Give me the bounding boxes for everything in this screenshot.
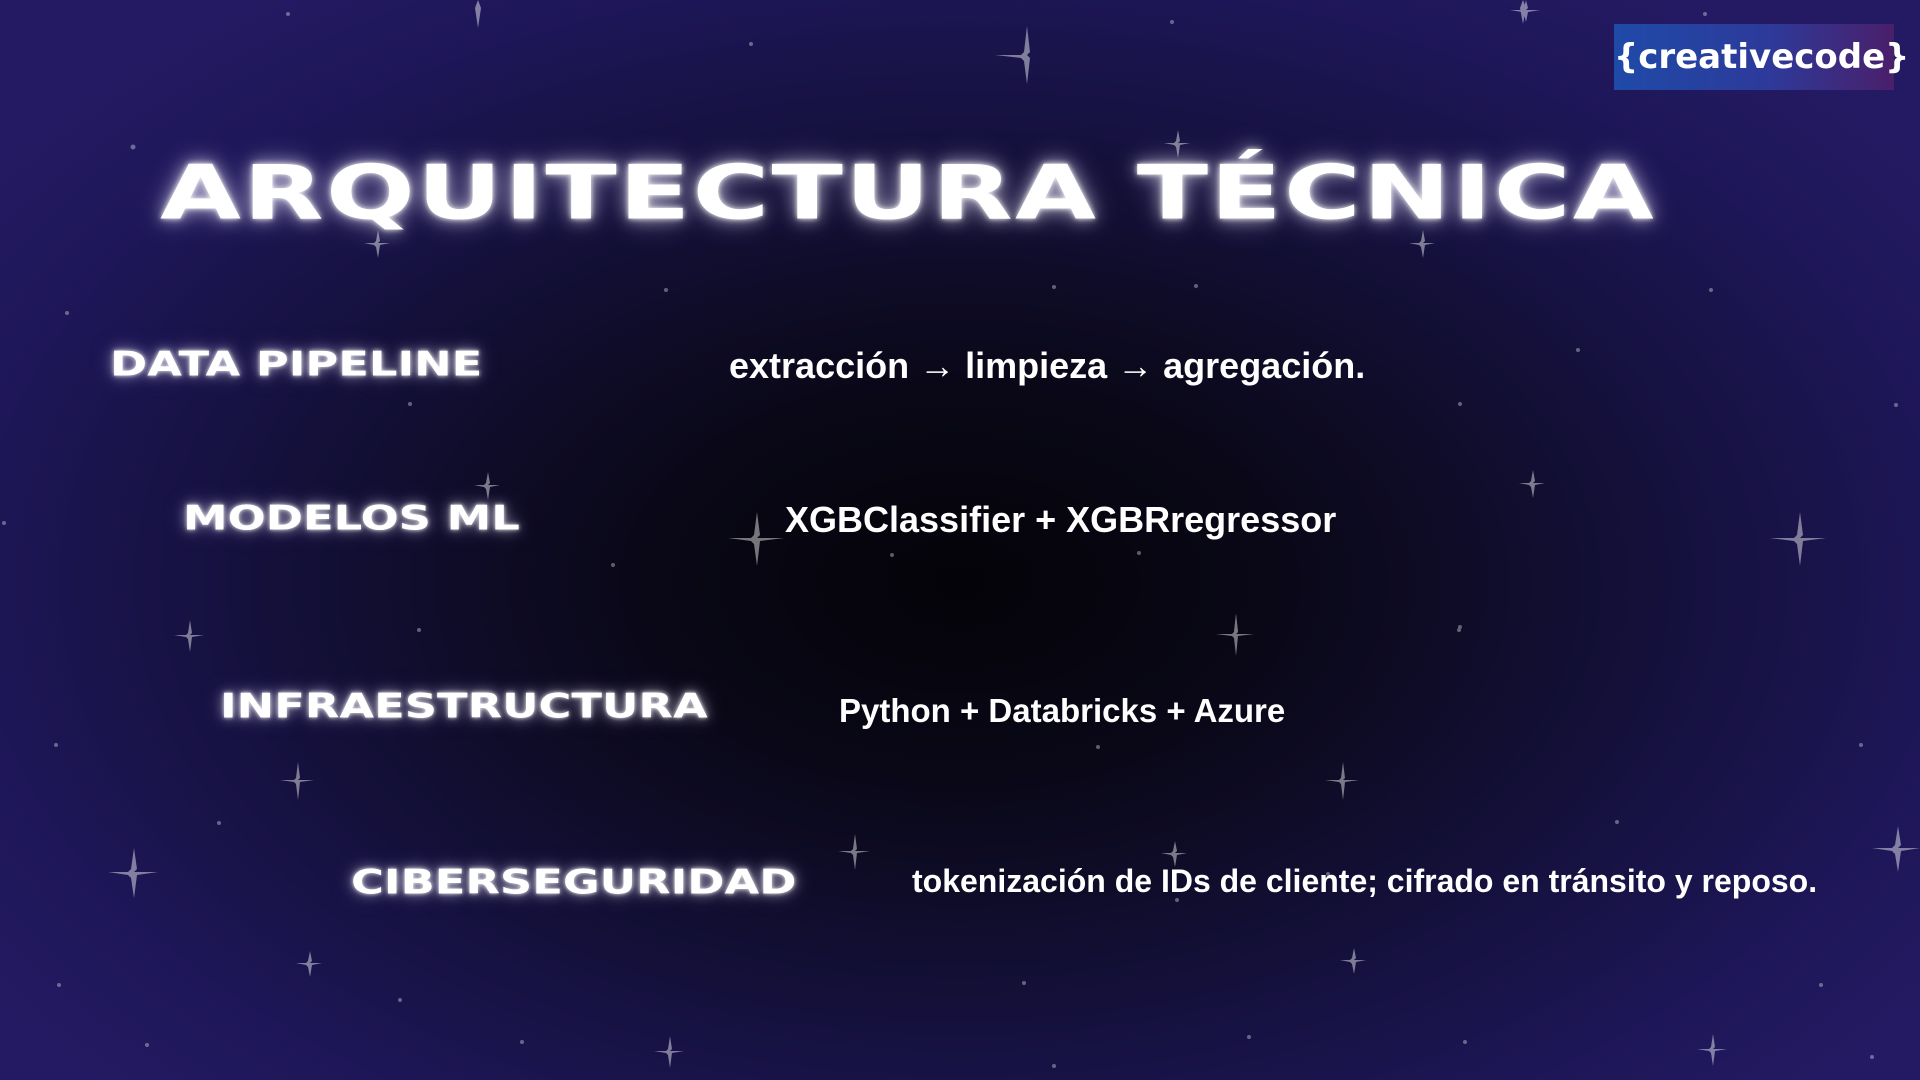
row-label-data-pipeline: DATA PIPELINE [110, 344, 483, 384]
page-title: ARQUITECTURA TÉCNICA [160, 149, 1656, 237]
row-label-infraestructura: INFRAESTRUCTURA [220, 686, 708, 726]
row-description-infraestructura: Python + Databricks + Azure [839, 692, 1286, 729]
row-label-modelos-ml: MODELOS ML [183, 498, 520, 538]
row-label-ciberseguridad: CIBERSEGURIDAD [351, 862, 797, 902]
brand-logo: {creativecode} [1614, 24, 1894, 90]
row-description-ciberseguridad: tokenización de IDs de cliente; cifrado en tránsito y reposo. [912, 863, 1818, 899]
row-description-modelos-ml: XGBClassifier + XGBRregressor [785, 499, 1337, 540]
row-description-data-pipeline: extracción → limpieza → agregación. [729, 345, 1366, 386]
